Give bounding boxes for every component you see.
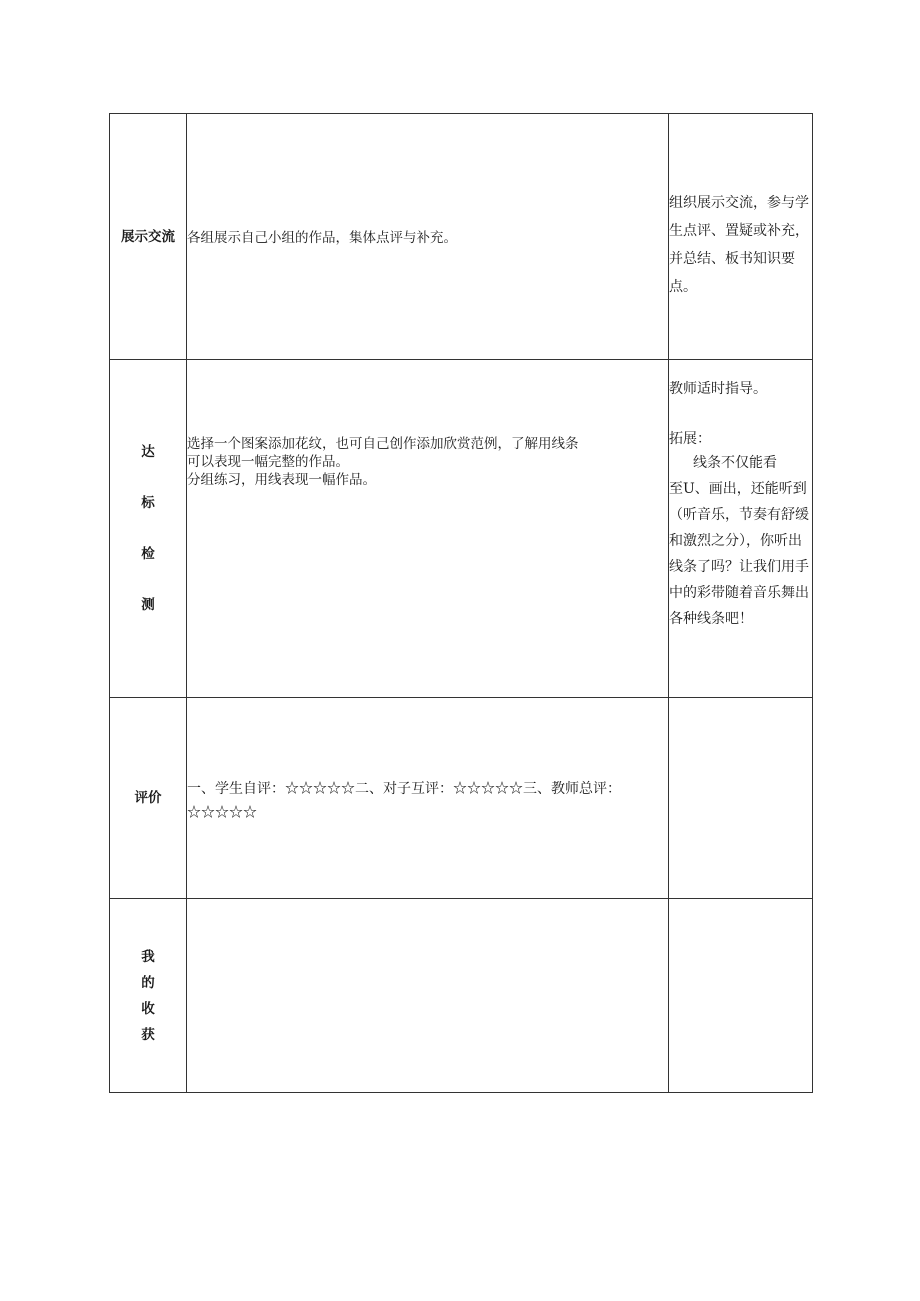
lesson-plan-table	[109, 113, 813, 1093]
table-row-harvest	[110, 899, 813, 1093]
row-content-harvest	[187, 899, 669, 1093]
row-label-check-char-2: 标	[141, 495, 155, 511]
row-content-evaluate	[187, 698, 669, 899]
table-row-check	[110, 360, 813, 698]
row-label-harvest	[110, 899, 187, 1093]
table-row-display	[110, 114, 813, 360]
evaluate-content-text: 一、学生自评：☆☆☆☆☆二、对子互评：☆☆☆☆☆三、教师总评：☆☆☆☆☆	[187, 781, 621, 821]
row-label-display-text: 展示交流	[121, 228, 175, 245]
row-content-check	[187, 360, 669, 698]
row-note-evaluate	[669, 698, 813, 899]
row-label-check-char-4: 测	[141, 597, 155, 613]
check-note-extend-first: 线条不仅能看	[693, 455, 777, 471]
display-note-text: 组织展示交流，参与学生点评、置疑或补充，并总结、板书知识要点。	[669, 195, 809, 295]
row-label-evaluate-text: 评价	[134, 790, 162, 806]
check-note-guide: 教师适时指导。	[669, 381, 767, 397]
row-label-evaluate	[110, 698, 187, 899]
row-note-check	[669, 360, 813, 698]
row-label-check-char-3: 检	[141, 546, 155, 562]
row-note-display	[669, 114, 813, 360]
table-row-evaluate	[110, 698, 813, 899]
check-content-line-3: 分组练习，用线表现一幅作品。	[187, 472, 376, 488]
display-content-text: 各组展示自己小组的作品，集体点评与补充。	[187, 230, 457, 246]
row-label-display	[110, 114, 187, 360]
row-label-harvest-char-2: 的	[141, 974, 155, 991]
row-label-harvest-char-4: 获	[141, 1026, 155, 1043]
check-content-line-2: 可以表现一幅完整的作品。	[187, 454, 349, 470]
row-label-harvest-char-3: 收	[141, 1000, 155, 1017]
row-label-check	[110, 360, 187, 698]
row-content-display	[187, 114, 669, 360]
row-note-harvest	[669, 899, 813, 1093]
check-content-line-1: 选择一个图案添加花纹，也可自己创作添加欣赏范例，了解用线条	[187, 436, 579, 452]
row-label-harvest-char-1: 我	[141, 948, 155, 965]
check-note-extend-title: 拓展：	[669, 431, 711, 447]
check-note-extend-rest: 至U、画出，还能听到（听音乐，节奏有舒缓和激烈之分），你听出线条了吗？让我们用手中的彩带随着音乐舞出各种线条吧！	[669, 481, 809, 627]
row-label-check-char-1: 达	[141, 444, 155, 460]
